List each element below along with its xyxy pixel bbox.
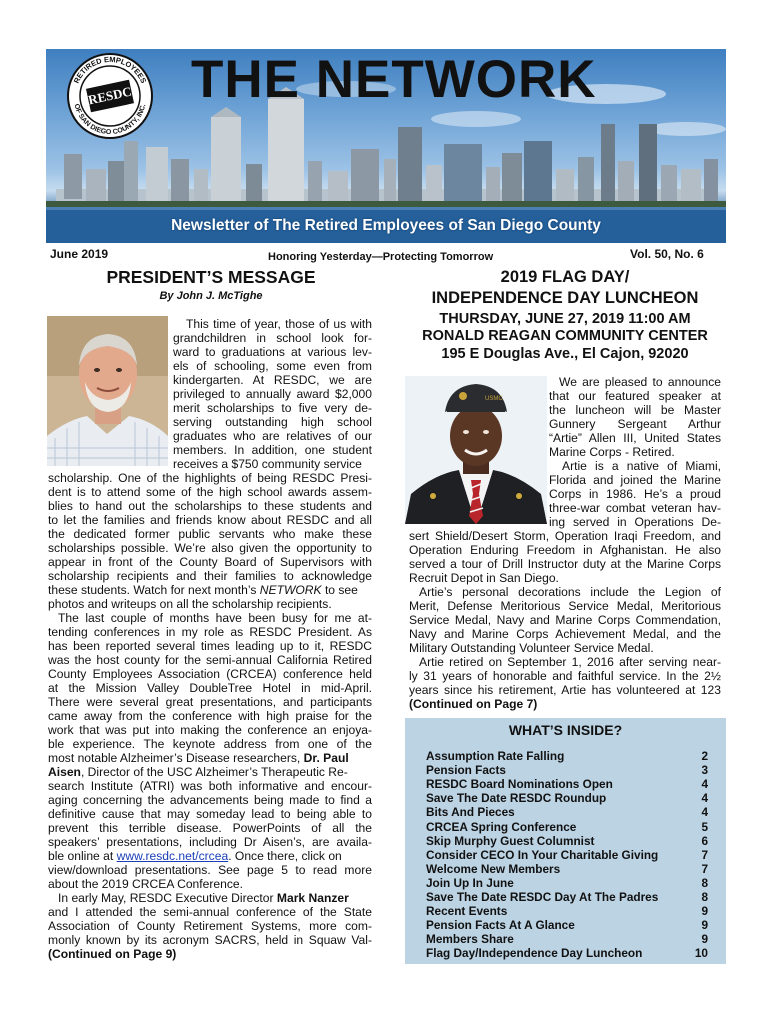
toc-item-label[interactable]: RESDC Board Nominations Open: [426, 777, 613, 792]
article-line: blies to hand out the scholarships to these students and: [48, 499, 372, 513]
masthead-banner: [46, 49, 726, 243]
toc-item-label[interactable]: Pension Facts At A Glance: [426, 918, 575, 933]
president-byline: By John J. McTighe: [159, 290, 263, 302]
article-line: [48, 765, 372, 779]
article-line: receives a $750 community service: [173, 457, 362, 471]
luncheon-address: 195 E Douglas Ave., El Cajon, 92020: [441, 346, 689, 362]
article-line: There were several great presentations, and participants: [48, 695, 372, 709]
toc-item-label[interactable]: Skip Murphy Guest Columnist: [426, 833, 595, 848]
article-line: We are pleased to announce: [559, 375, 721, 389]
article-line: [48, 583, 372, 597]
svg-text:RESDC: RESDC: [86, 83, 134, 108]
article-line: dent is to attend some of the high school awards assem-: [48, 485, 372, 499]
article-line: Navy and Marine Corps Achievement Medal, and the: [409, 627, 721, 641]
article-line: The last couple of months have been busy for me at-: [58, 611, 372, 625]
toc-item-page: 9: [701, 904, 708, 919]
motto: Honoring Yesterday—Protecting Tomorrow: [268, 251, 494, 263]
volume-number: Vol. 50, No. 6: [630, 247, 704, 261]
toc-item-page: 2: [701, 749, 708, 763]
article-line: has been reported several times leading up to it, RESDC: [48, 639, 372, 653]
article-line: served a tour of Drill Instructor duty at the Marine Corps: [409, 557, 721, 571]
toc-item-page: 7: [701, 847, 708, 862]
toc-item-label[interactable]: Welcome New Members: [426, 861, 561, 876]
toc-item-page: 9: [701, 932, 708, 947]
toc-item-label[interactable]: Members Share: [426, 932, 514, 947]
toc-item-label[interactable]: Pension Facts: [426, 763, 506, 778]
article-line: County Employees Association (CRCEA) conference held: [48, 667, 372, 681]
toc-item-label[interactable]: Assumption Rate Falling: [426, 749, 565, 763]
article-text: , Director of the USC Alzheimer’s Therapeutic Re-: [80, 765, 348, 779]
article-line: ing served in Operations De-: [549, 515, 721, 529]
article-line: the luncheon will be Master: [549, 403, 721, 417]
network-title: NETWORK: [259, 583, 322, 597]
article-line: years since his retirement, Artie has volunteered at 123: [409, 683, 721, 697]
toc-item-label[interactable]: Consider CECO In Your Charitable Giving: [426, 847, 659, 862]
article-line: serving outstanding high school: [173, 415, 372, 429]
article-line: scholarship recipients and their families to acknowledge: [48, 569, 372, 583]
toc-item-page: 9: [701, 918, 708, 933]
luncheon-title-line1: 2019 FLAG DAY/: [500, 268, 630, 286]
article-line: Merit, Defense Meritorious Service Medal, Meritorious: [409, 599, 721, 613]
article-line: that our featured speaker at: [549, 389, 721, 403]
article-line: came away from the conference with high praise for the: [48, 709, 372, 723]
article-line: scholarship. One of the highlights of being RESDC Presi-: [48, 471, 372, 485]
article-line: aging concerning the advancements being made to find a: [48, 793, 372, 807]
article-line: Association of County Retirement Systems, more com-: [48, 919, 372, 933]
article-line: merit scholarships to five very de-: [173, 401, 372, 415]
article-line: ward to graduations at various lev-: [173, 345, 372, 359]
article-text: . Once there, click on: [228, 849, 342, 863]
article-line: [58, 891, 372, 905]
toc-item-label[interactable]: Join Up In June: [426, 875, 514, 890]
article-line: three-war combat veteran hav-: [549, 501, 721, 515]
article-line: Artie’s personal decorations include the Legion of: [419, 585, 721, 599]
article-line: Artie retired on September 1, 2016 after serving near-: [419, 655, 721, 669]
luncheon-title-line2: INDEPENDENCE DAY LUNCHEON: [431, 289, 699, 307]
article-line: view/download presentations. See page 5 to read more: [48, 863, 372, 877]
article-line: els of schooling, some even from: [173, 359, 372, 373]
toc-item-page: 4: [701, 805, 708, 820]
toc-item-label[interactable]: Save The Date RESDC Day At The Padres: [426, 890, 659, 904]
article-line: tending conferences in my role as RESDC President. As: [48, 625, 372, 639]
luncheon-venue: RONALD REAGAN COMMUNITY CENTER: [422, 328, 708, 344]
article-line: [48, 751, 372, 765]
toc-item-label[interactable]: Recent Events: [426, 904, 508, 919]
svg-text:USMC: USMC: [485, 396, 503, 402]
researcher-surname: Aisen: [48, 765, 81, 779]
article-line: Service Medal, Navy and Marine Corps Commendation,: [409, 613, 721, 627]
article-line: work that was put into making the conference an enjoya-: [48, 723, 372, 737]
article-line: privileged to annually award $2,000: [173, 387, 372, 401]
crcea-link[interactable]: www.resdc.net/crcea: [116, 849, 229, 863]
article-text: ble online at: [48, 849, 114, 863]
newsletter-subtitle: Newsletter of The Retired Employees of San Diego County: [171, 217, 601, 234]
article-line: prevent this terrible disease. PowerPoints of all the: [48, 821, 372, 835]
article-line: scholarships possible. We’re also given the opportunity to: [48, 541, 372, 555]
masthead-title: THE NETWORK: [191, 50, 597, 109]
issue-date: June 2019: [50, 247, 109, 261]
toc-item-label[interactable]: Flag Day/Independence Day Luncheon: [426, 946, 643, 961]
article-line: search Institute (ATRI) was both informative and encour-: [48, 779, 372, 793]
article-line: ble experience. The keynote address from one of the: [48, 737, 372, 751]
seal-emblem-icon: [66, 52, 154, 140]
article-line: Gunnery Sergeant Arthur: [549, 417, 721, 431]
article-line: monly known by its acronym SACRS, held in Squaw Val-: [48, 933, 372, 947]
article-line: Florida and joined the Marine: [549, 473, 721, 487]
article-line: about the 2019 CRCEA Conference.: [48, 877, 243, 891]
article-line: Recruit Depot in San Diego.: [409, 571, 559, 585]
article-line: definitive cause that may someday lead to being able to: [48, 807, 372, 821]
toc-item-page: 3: [701, 763, 708, 778]
toc-item-page: 4: [701, 777, 708, 792]
speaker-photo: [405, 376, 547, 524]
article-line: Military Outstanding Volunteer Service Medal.: [409, 641, 654, 655]
article-line: was the host county for the semi-annual California Retired: [48, 653, 372, 667]
article-line: at the Mission Valley DoubleTree Hotel in mid-April.: [48, 681, 372, 695]
continued-note: (Continued on Page 9): [48, 947, 177, 961]
toc-item-page: 5: [701, 819, 708, 834]
article-line: ly 31 years of honorable and faithful service. In the 2½: [409, 669, 721, 683]
researcher-name: Dr. Paul: [303, 751, 349, 765]
toc-item-page: 8: [701, 875, 708, 890]
toc-item-page: 8: [701, 890, 708, 904]
article-line: the dedicated former public servants who make these: [48, 527, 372, 541]
article-line: Marine Corps - Retired.: [549, 445, 675, 459]
article-line: speakers’ presentations, including Dr Aisen’s, are availa-: [48, 835, 372, 849]
article-line: graduates who are relatives of our: [173, 429, 372, 443]
article-line: This time of year, those of us with: [186, 317, 372, 331]
president-portrait-image: [47, 316, 168, 466]
article-line: “Artie” Allen III, United States: [549, 431, 721, 445]
article-line: Corps in 1986. He’s a proud: [549, 487, 721, 501]
article-text: In early May, RESDC Executive Director: [58, 891, 274, 905]
article-line: grandchildren in school look for-: [173, 331, 372, 345]
article-line: kindergarten. At RESDC, we are: [173, 373, 372, 387]
article-line: to let the families and friends know about RESDC and all: [48, 513, 372, 527]
toc-item-label[interactable]: CRCEA Spring Conference: [426, 819, 577, 834]
article-text: to see: [321, 583, 358, 597]
toc-item-page: 7: [701, 861, 708, 876]
svg-text:OF SAN DIEGO COUNTY, INC.: OF SAN DIEGO COUNTY, INC.: [72, 103, 148, 137]
svg-text:RETIRED EMPLOYEES: RETIRED EMPLOYEES: [71, 54, 149, 85]
president-photo: [47, 316, 168, 466]
toc-item-page: 6: [701, 833, 708, 848]
article-line: appear in front of the County Board of Supervisors with: [48, 555, 372, 569]
luncheon-date-time: THURSDAY, JUNE 27, 2019 11:00 AM: [439, 311, 691, 327]
president-message-heading: PRESIDENT’S MESSAGE: [106, 267, 316, 287]
article-text: these students. Watch for next month’s: [48, 583, 257, 597]
toc-item-label[interactable]: Save The Date RESDC Roundup: [426, 791, 607, 806]
speaker-portrait-image: [405, 376, 547, 524]
article-line: Operation Enduring Freedom in Afghanistan. He also: [409, 543, 721, 557]
article-line: Artie is a native of Miami,: [562, 459, 721, 473]
article-line: photos and writeups on all the scholarship recipients.: [48, 597, 332, 611]
director-name: Mark Nanzer: [276, 891, 349, 905]
toc-item-label[interactable]: Bits And Pieces: [426, 805, 515, 820]
toc-item-page: 10: [694, 946, 708, 961]
article-line: and I attended the semi-annual conference of the State: [48, 905, 372, 919]
continued-note: (Continued on Page 7): [409, 697, 538, 711]
article-text: most notable Alzheimer’s Disease researchers,: [48, 751, 301, 765]
whats-inside-title: WHAT’S INSIDE?: [508, 722, 623, 738]
article-line: [48, 849, 372, 863]
article-line: members. In addition, one student: [173, 443, 372, 457]
article-line: sert Shield/Desert Storm, Operation Iraqi Freedom, and: [409, 529, 721, 543]
toc-item-page: 4: [701, 791, 708, 806]
resdc-seal: [66, 52, 154, 140]
